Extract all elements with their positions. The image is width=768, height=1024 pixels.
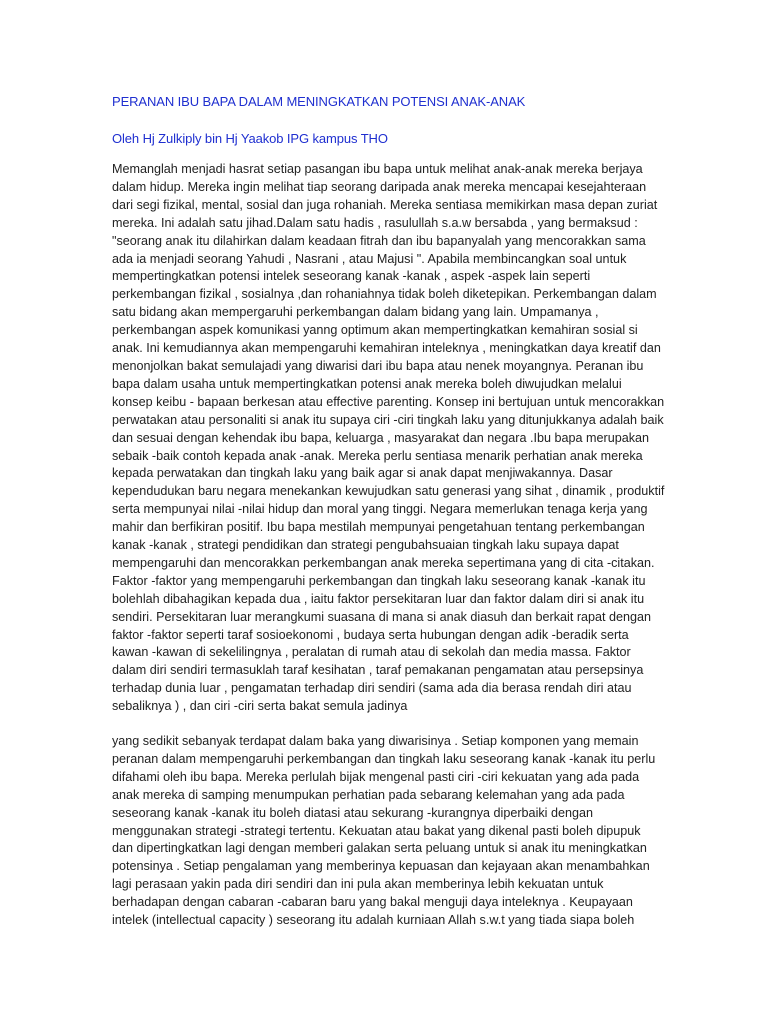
paragraph-line: mahir dan berfikiran positif. Ibu bapa mestilah mempunyai pengetahuan tentang perkembangan xyxy=(112,520,645,535)
paragraph-line: mempertingkatkan potensi intelek seseorang kanak -kanak , aspek -aspek lain seperti xyxy=(112,269,591,284)
document-author: Oleh Hj Zulkiply bin Hj Yaakob IPG kampus THO xyxy=(112,131,388,146)
paragraph-line: dari segi fizikal, mental, sosial dan juga rohaniah. Mereka sentiasa memikirkan masa depan zuriat xyxy=(112,197,658,212)
paragraph-line: kependudukan baru negara menekankan kewujudkan satu generasi yang sihat , dinamik , produktif xyxy=(112,484,665,499)
paragraph-line: mempengaruhi dan mencorakkan perkembangan anak mereka sepertimana yang di cita -citakan. xyxy=(112,555,655,570)
paragraph-line: anak. Ini kemudiannya akan mempengaruhi kemahiran inteleknya , meningkatkan daya kreatif dan xyxy=(112,341,661,356)
paragraph-line: difahami oleh ibu bapa. Mereka perlulah bijak mengenal pasti ciri -ciri kekuatan yang ada pada xyxy=(112,769,640,784)
paragraph-line: seseorang kanak -kanak itu boleh diatasi atau sekurang -kurangnya diperbaiki dengan xyxy=(112,805,593,820)
paragraph-line: Faktor -faktor yang mempengaruhi perkembangan dan tingkah laku seseorang kanak -kanak itu xyxy=(112,573,646,588)
paragraph-line: peranan dalam mempengaruhi perkembangan dan tingkah laku seseorang kanak -kanak itu perlu xyxy=(112,751,656,766)
paragraph-line: bapa dalam usaha untuk mempertingkatkan potensi anak mereka boleh diwujudkan melalui xyxy=(112,376,622,391)
paragraph-line: dalam diri sendiri termasuklah taraf kesihatan , taraf pemakanan pengamatan atau persepsinya xyxy=(112,663,644,678)
paragraph-line: faktor -faktor seperti taraf sosioekonomi , budaya serta hubungan dengan adik -beradik serta xyxy=(112,627,629,642)
paragraph-line: perkembangan fizikal , sosialnya ,dan rohaniahnya tidak boleh diketepikan. Perkembangan dalam xyxy=(112,287,657,302)
paragraph-line: dan sesuai dengan kehendak ibu bapa, keluarga , masyarakat dan negara .Ibu bapa merupakan xyxy=(112,430,650,445)
paragraph-line: perkembangan aspek komunikasi yanng optimum akan mempertingkatkan kemahiran sosial si xyxy=(112,323,638,338)
paragraph-line: menonjolkan bakat semulajadi yang diwarisi dari ibu bapa atau nenek moyangnya. Peranan ibu xyxy=(112,358,644,373)
paragraph-line: kepada perwatakan dan tingkah laku yang baik agar si anak dapat menjiwakannya. Dasar xyxy=(112,466,613,481)
paragraph-line: konsep keibu - bapaan berkesan atau effective parenting. Konsep ini bertujuan untuk mencorakkan xyxy=(112,394,665,409)
body-paragraph xyxy=(112,733,655,930)
paragraph-line: yang sedikit sebanyak terdapat dalam baka yang diwarisinya . Setiap komponen yang memain xyxy=(112,734,639,748)
paragraph-line: mereka. Ini adalah satu jihad.Dalam satu hadis , rasulullah s.a.w bersabda , yang bermaksud : xyxy=(112,215,638,230)
paragraph-line: berhadapan dengan cabaran -cabaran baru yang bakal menguji daya inteleknya . Keupayaan xyxy=(112,895,633,910)
paragraph-line: anak mereka di samping menumpukan perhatian pada sebarang kelemahan yang ada pada xyxy=(112,787,625,802)
paragraph-line: perwatakan atau personaliti si anak itu supaya ciri -ciri tingkah laku yang ditunjukkanya adalah baik xyxy=(112,412,664,427)
paragraph-line: sebaliknya ) , dan ciri -ciri serta bakat semula jadinya xyxy=(112,699,408,714)
paragraph-line: Memanglah menjadi hasrat setiap pasangan ibu bapa untuk melihat anak-anak mereka berjaya xyxy=(112,162,643,176)
paragraph-line: terhadap dunia luar , pengamatan terhadap diri sendiri (sama ada dia berasa rendah diri atau xyxy=(112,681,632,696)
paragraph-line: lagi perasaan yakin pada diri sendiri dan ini pula akan memberinya lebih kekuatan untuk xyxy=(112,877,604,892)
paragraph-line: ada ia menjadi seorang Yahudi , Nasrani , atau Majusi ". Apabila membincangkan soal untuk xyxy=(112,251,627,266)
paragraph-line: sendiri. Persekitaran luar merangkumi suasana di mana si anak diasuh dan berkait rapat dengan xyxy=(112,609,652,624)
paragraph-line: kawan -kawan di sekelilingnya , peralatan di rumah atau di sekolah dan media massa. Faktor xyxy=(112,645,631,660)
paragraph-line: menggunakan strategi -strategi tertentu. Kekuatan atau bakat yang dikenal pasti boleh dipupuk xyxy=(112,823,641,838)
paragraph-line: satu bidang akan mempergaruhi perkembangan dalam bidang yang lain. Umpamanya , xyxy=(112,305,599,320)
paragraph-line: dan dipertingkatkan lagi dengan memberi galakan serta peluang untuk si anak itu meningkatkan xyxy=(112,841,647,856)
paragraph-line: kanak -kanak , strategi pendidikan dan strategi pengubahsuaian tingkah laku supaya dapat xyxy=(112,538,619,553)
paragraph-line: bolehlah dibahagikan kepada dua , iaitu faktor persekitaran luar dan faktor dalam diri si anak itu xyxy=(112,591,645,606)
paragraph-line: serta mempunyai nilai -nilai hidup dan moral yang tinggi. Negara memerlukan tenaga kerja yang xyxy=(112,502,648,517)
paragraph-line: sebaik -baik contoh kepada anak -anak. Mereka perlu sentiasa menarik perhatian anak mereka xyxy=(112,448,643,463)
paragraph-line: "seorang anak itu dilahirkan dalam keadaan fitrah dan ibu bapanyalah yang mencorakkan sama xyxy=(112,233,646,248)
document-title: PERANAN IBU BAPA DALAM MENINGKATKAN POTENSI ANAK-ANAK xyxy=(112,94,526,109)
paragraph-line: potensinya . Setiap pengalaman yang memberinya kepuasan dan kejayaan akan menambahkan xyxy=(112,859,650,874)
body-paragraph xyxy=(112,161,664,716)
paragraph-line: intelek (intellectual capacity ) seseorang itu adalah kurniaan Allah s.w.t yang tiada siapa boleh xyxy=(112,913,635,928)
paragraph-line: dalam hidup. Mereka ingin melihat tiap seorang daripada anak mereka mencapai kesejahteraan xyxy=(112,179,647,194)
